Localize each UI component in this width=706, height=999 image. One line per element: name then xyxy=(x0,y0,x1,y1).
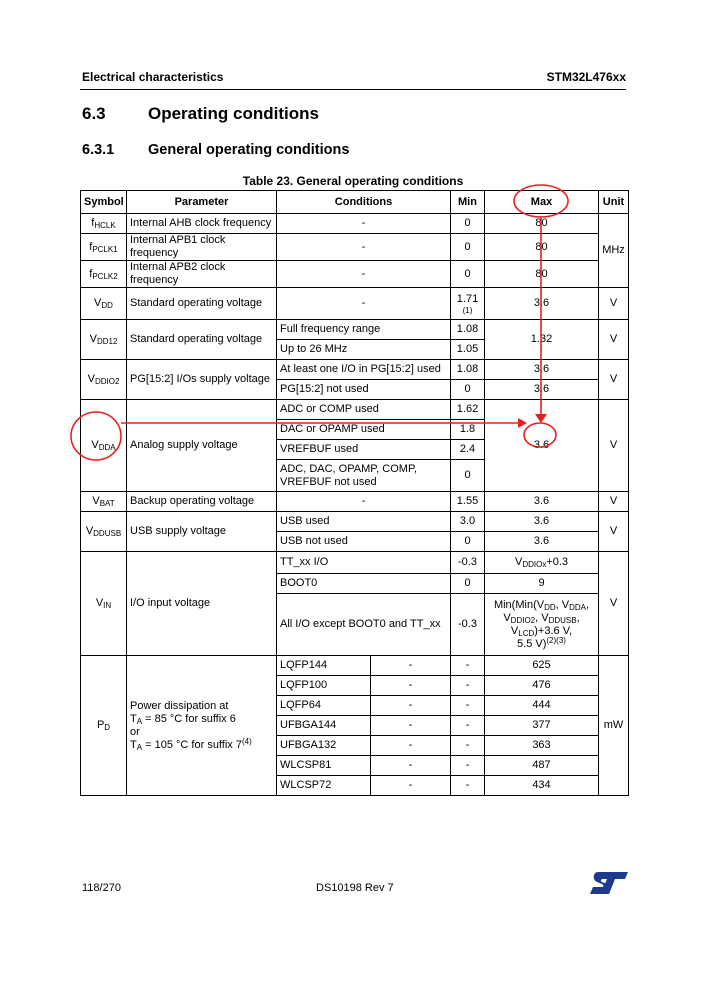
conditions-cell: All I/O except BOOT0 and TT_xx xyxy=(277,594,451,656)
conditions-cell: TT_xx I/O xyxy=(277,552,451,574)
conditions-cell: - xyxy=(371,756,451,776)
unit-cell: V xyxy=(599,320,629,360)
conditions-cell: ADC or COMP used xyxy=(277,400,451,420)
min-cell: 0 xyxy=(451,380,485,400)
parameter-cell: PG[15:2] I/Os supply voltage xyxy=(127,360,277,400)
min-cell: - xyxy=(451,676,485,696)
max-cell: 3.6 xyxy=(485,532,599,552)
package-cell: UFBGA144 xyxy=(277,716,371,736)
conditions-cell: USB used xyxy=(277,512,451,532)
max-cell: $V_{DDIOx}+0.3$ xyxy=(485,552,599,574)
unit-cell: V xyxy=(599,512,629,552)
min-cell: 1.08 xyxy=(451,320,485,340)
conditions-cell: PG[15:2] not used xyxy=(277,380,451,400)
conditions-cell: Full frequency range xyxy=(277,320,451,340)
operating-conditions-table xyxy=(80,190,629,796)
conditions-cell: BOOT0 xyxy=(277,574,451,594)
header-part-number: STM32L476xx xyxy=(546,70,626,84)
min-cell: 2.4 xyxy=(451,440,485,460)
package-cell: LQFP100 xyxy=(277,676,371,696)
symbol-cell: $V_{DDA}$ xyxy=(81,400,127,492)
parameter-cell: Power dissipation at $T_A = 85$ °C for suffix 6 or $T_A = 105$ °C for suffix 7$^{(4)}$ xyxy=(127,656,277,796)
conditions-cell: - xyxy=(277,261,451,288)
min-cell: 0 xyxy=(451,234,485,261)
min-cell: 0 xyxy=(451,532,485,552)
table-row xyxy=(81,656,629,676)
parameter-cell: Internal APB1 clock frequency xyxy=(127,234,277,261)
symbol-cell: $f_{PCLK1}$ xyxy=(81,234,127,261)
min-cell: - xyxy=(451,716,485,736)
section-heading xyxy=(82,104,319,124)
min-cell: - xyxy=(451,756,485,776)
max-cell: 3.6 xyxy=(485,492,599,512)
table-row xyxy=(81,400,629,420)
conditions-cell: - xyxy=(371,736,451,756)
min-cell: 1.8 xyxy=(451,420,485,440)
parameter-cell: Internal APB2 clock frequency xyxy=(127,261,277,288)
symbol-cell: $V_{DD}$ xyxy=(81,288,127,320)
min-cell: 3.0 xyxy=(451,512,485,532)
min-cell: - xyxy=(451,736,485,756)
min-cell: 0 xyxy=(451,460,485,492)
min-cell: 1.71 (1) xyxy=(451,288,485,320)
package-cell: WLCSP72 xyxy=(277,776,371,796)
table-row xyxy=(81,512,629,532)
symbol-cell: $V_{BAT}$ xyxy=(81,492,127,512)
table-row xyxy=(81,214,629,234)
max-cell: 625 xyxy=(485,656,599,676)
package-cell: WLCSP81 xyxy=(277,756,371,776)
max-cell: 3.6 xyxy=(485,380,599,400)
max-cell: 80 xyxy=(485,234,599,261)
conditions-cell: Up to 26 MHz xyxy=(277,340,451,360)
parameter-cell: Analog supply voltage xyxy=(127,400,277,492)
symbol-cell: $V_{DDUSB}$ xyxy=(81,512,127,552)
table-row xyxy=(81,234,629,261)
conditions-cell: USB not used xyxy=(277,532,451,552)
package-cell: LQFP64 xyxy=(277,696,371,716)
page-number: 118/270 xyxy=(82,882,121,894)
conditions-cell: - xyxy=(371,776,451,796)
max-cell: 3.6 xyxy=(485,400,599,492)
symbol-cell: $V_{IN}$ xyxy=(81,552,127,656)
symbol-cell: $V_{DD12}$ xyxy=(81,320,127,360)
min-cell: - xyxy=(451,656,485,676)
parameter-cell: Internal AHB clock frequency xyxy=(127,214,277,234)
subsection-title: General operating conditions xyxy=(148,142,350,158)
table-row xyxy=(81,552,629,574)
conditions-cell: - xyxy=(277,288,451,320)
max-cell: 377 xyxy=(485,716,599,736)
max-cell: 80 xyxy=(485,214,599,234)
header-divider xyxy=(80,89,626,90)
min-cell: 1.55 xyxy=(451,492,485,512)
symbol-cell: $V_{DDIO2}$ xyxy=(81,360,127,400)
min-cell: -0.3 xyxy=(451,594,485,656)
st-logo-icon xyxy=(588,870,630,896)
unit-cell: V xyxy=(599,552,629,656)
max-cell: 3.6 xyxy=(485,512,599,532)
col-unit: Unit xyxy=(599,191,629,214)
parameter-cell: Standard operating voltage xyxy=(127,320,277,360)
conditions-cell: DAC or OPAMP used xyxy=(277,420,451,440)
min-cell: -0.3 xyxy=(451,552,485,574)
conditions-cell: - xyxy=(277,214,451,234)
parameter-cell: Backup operating voltage xyxy=(127,492,277,512)
document-revision: DS10198 Rev 7 xyxy=(316,882,394,894)
unit-cell: V xyxy=(599,400,629,492)
max-cell: 3.6 xyxy=(485,360,599,380)
table-row xyxy=(81,320,629,340)
table-row xyxy=(81,288,629,320)
min-cell: - xyxy=(451,696,485,716)
conditions-cell: - xyxy=(371,696,451,716)
col-min: Min xyxy=(451,191,485,214)
symbol-cell: $f_{HCLK}$ xyxy=(81,214,127,234)
table-caption: Table 23. General operating conditions xyxy=(242,174,464,188)
max-cell: 9 xyxy=(485,574,599,594)
unit-cell: V xyxy=(599,288,629,320)
col-parameter: Parameter xyxy=(127,191,277,214)
max-cell: 1.32 xyxy=(485,320,599,360)
col-max: Max xyxy=(485,191,599,214)
max-cell: 363 xyxy=(485,736,599,756)
symbol-cell: $P_D$ xyxy=(81,656,127,796)
package-cell: UFBGA132 xyxy=(277,736,371,756)
conditions-cell: ADC, DAC, OPAMP, COMP, VREFBUF not used xyxy=(277,460,451,492)
package-cell: LQFP144 xyxy=(277,656,371,676)
min-cell: 0 xyxy=(451,574,485,594)
conditions-cell: VREFBUF used xyxy=(277,440,451,460)
conditions-cell: At least one I/O in PG[15:2] used xyxy=(277,360,451,380)
col-symbol: Symbol xyxy=(81,191,127,214)
parameter-cell: USB supply voltage xyxy=(127,512,277,552)
unit-cell: V xyxy=(599,360,629,400)
conditions-cell: - xyxy=(277,492,451,512)
subsection-heading xyxy=(82,142,349,158)
min-cell: 1.05 xyxy=(451,340,485,360)
max-cell: 434 xyxy=(485,776,599,796)
subsection-number: 6.3.1 xyxy=(82,142,115,158)
symbol-cell: $f_{PCLK2}$ xyxy=(81,261,127,288)
conditions-cell: - xyxy=(371,676,451,696)
table-row xyxy=(81,360,629,380)
table-row xyxy=(81,492,629,512)
unit-cell: V xyxy=(599,492,629,512)
parameter-cell: Standard operating voltage xyxy=(127,288,277,320)
max-cell: 476 xyxy=(485,676,599,696)
max-cell: $Min(Min(V_{DD}$, $V_{DDA}$, $V_{DDIO2}$, $V_{DDUSB}$, $V_{LCD})+3.6$ V, 5.5 V)$^{(2)(3)}$ xyxy=(485,594,599,656)
unit-cell: mW xyxy=(599,656,629,796)
parameter-cell: I/O input voltage xyxy=(127,552,277,656)
header-title: Electrical characteristics xyxy=(82,70,224,84)
footnote-ref: (1) xyxy=(462,305,473,315)
conditions-cell: - xyxy=(277,234,451,261)
max-cell: 444 xyxy=(485,696,599,716)
min-cell: 1.62 xyxy=(451,400,485,420)
conditions-cell: - xyxy=(371,716,451,736)
min-cell: 0 xyxy=(451,261,485,288)
max-cell: 80 xyxy=(485,261,599,288)
section-title: Operating conditions xyxy=(148,104,319,123)
max-cell: 3.6 xyxy=(485,288,599,320)
max-cell: 487 xyxy=(485,756,599,776)
section-number: 6.3 xyxy=(82,104,106,123)
col-conditions: Conditions xyxy=(277,191,451,214)
min-cell: 1.08 xyxy=(451,360,485,380)
conditions-cell: - xyxy=(371,656,451,676)
table-header-row xyxy=(81,191,629,214)
min-cell: - xyxy=(451,776,485,796)
unit-cell: MHz xyxy=(599,214,629,288)
min-cell: 0 xyxy=(451,214,485,234)
table-row xyxy=(81,261,629,288)
